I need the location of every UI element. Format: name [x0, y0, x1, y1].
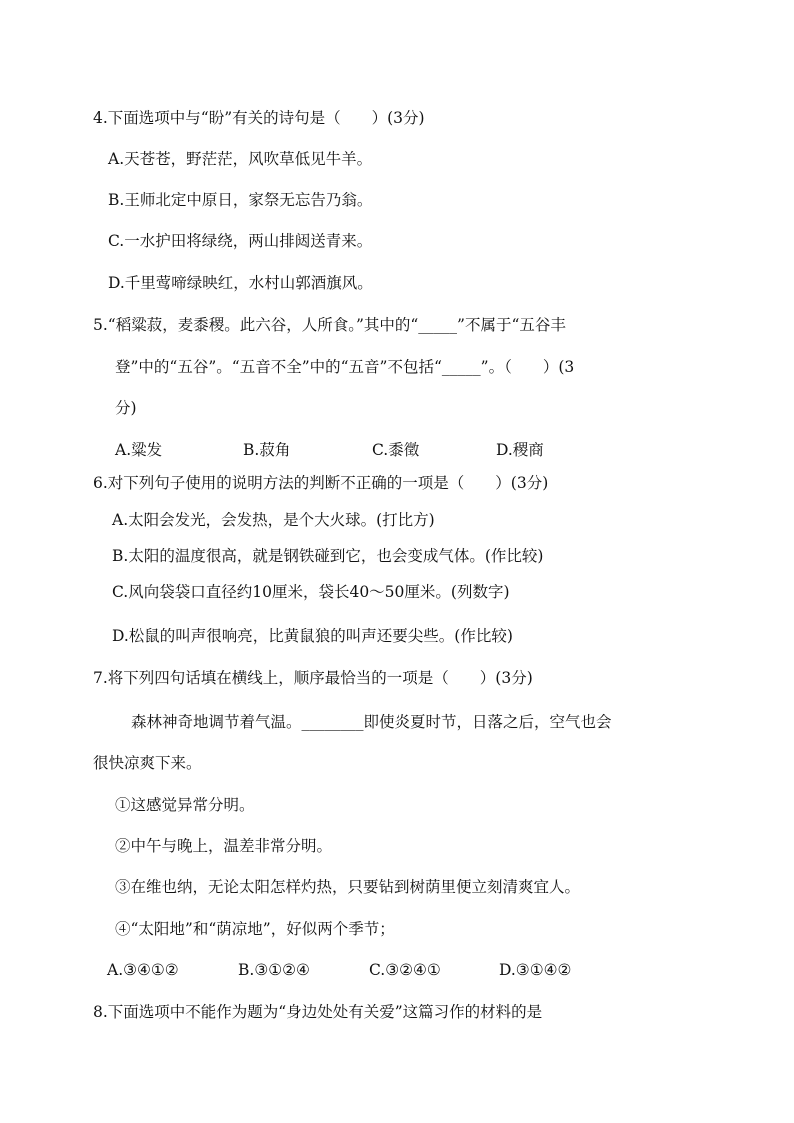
question-5-stem-line-1: 5.“稻粱菽，麦黍稷。此六谷，人所食。”其中的“_____”不属于“五谷丰: [93, 316, 566, 334]
question-7-option-d: D.③①④②: [499, 961, 572, 979]
question-5-stem-line-2: 登”中的“五谷”。“五音不全”中的“五音”不包括“_____”。（ ）(3: [115, 358, 575, 376]
question-7-passage-line-2: 很快凉爽下来。: [93, 754, 202, 772]
question-8-stem: 8.下面选项中不能作为题为“身边处处有关爱”这篇习作的材料的是: [93, 1003, 543, 1021]
question-4-stem: 4.下面选项中与“盼”有关的诗句是（ ）(3分): [93, 109, 425, 127]
question-7-option-b: B.③①②④: [238, 961, 310, 979]
question-7-stem: 7.将下列四句话填在横线上，顺序最恰当的一项是（ ）(3分): [93, 669, 533, 687]
question-4-option-c: C.一水护田将绿绕，两山排闼送青来。: [108, 232, 373, 250]
question-6-option-d: D.松鼠的叫声很响亮，比黄鼠狼的叫声还要尖些。(作比较): [112, 627, 513, 645]
question-5-stem-line-3: 分): [115, 399, 137, 417]
question-4-option-b: B.王师北定中原日，家祭无忘告乃翁。: [108, 191, 373, 209]
question-5-option-d: D.稷商: [496, 441, 544, 459]
question-7-sentence-1: ①这感觉异常分明。: [115, 796, 255, 814]
question-6-option-b: B.太阳的温度很高，就是钢铁碰到它，也会变成气体。(作比较): [112, 547, 544, 565]
question-7-option-a: A.③④①②: [107, 961, 179, 979]
question-5-option-b: B.菽角: [243, 441, 291, 459]
question-7-passage-line-1: 森林神奇地调节着气温。________即使炎夏时节，日落之后，空气也会: [131, 713, 612, 731]
question-5-option-c: C.黍徵: [372, 441, 420, 459]
question-7-sentence-4: ④“太阳地”和“荫凉地”，好似两个季节；: [115, 920, 395, 938]
question-5-option-a: A.粱发: [115, 441, 163, 459]
question-4-option-d: D.千里莺啼绿映红，水村山郭酒旗风。: [108, 274, 373, 292]
question-6-stem: 6.对下列句子使用的说明方法的判断不正确的一项是（ ）(3分): [93, 474, 549, 492]
question-7-sentence-2: ②中午与晚上，温差非常分明。: [115, 837, 333, 855]
question-7-sentence-3: ③在维也纳，无论太阳怎样灼热，只要钻到树荫里便立刻清爽宜人。: [115, 878, 581, 896]
question-7-option-c: C.③②④①: [369, 961, 441, 979]
question-4-option-a: A.天苍苍，野茫茫，风吹草低见牛羊。: [108, 150, 373, 168]
question-6-option-a: A.太阳会发光，会发热，是个大火球。(打比方): [112, 511, 435, 529]
question-6-option-c: C.风向袋袋口直径约10厘米，袋长40～50厘米。(列数字): [112, 583, 510, 601]
